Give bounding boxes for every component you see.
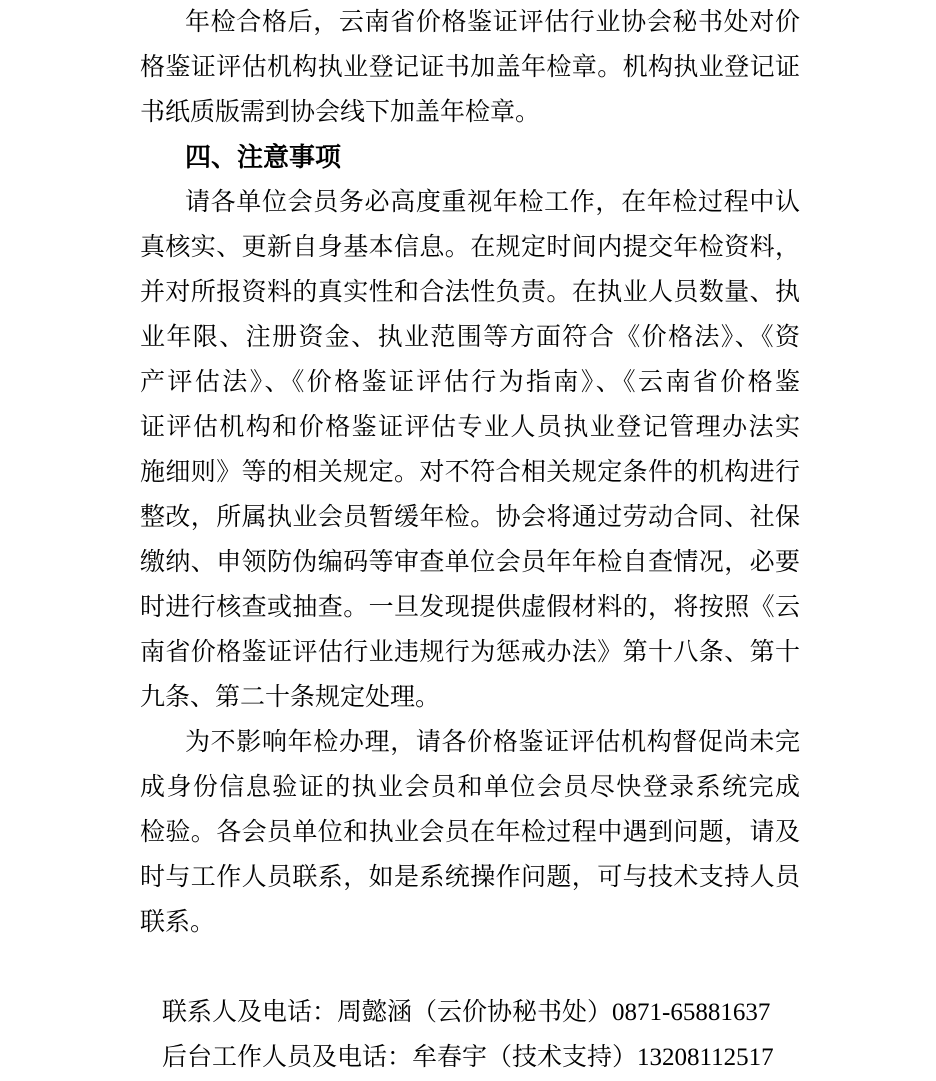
para-attention-requirements bbox=[140, 180, 800, 720]
contact-info-block bbox=[162, 990, 800, 1080]
text-line: 南省价格鉴证评估行业违规行为惩戒办法》第十八条、第十 bbox=[140, 639, 800, 666]
text-line: 为不影响年检办理，请各价格鉴证评估机构督促尚未完 bbox=[185, 729, 800, 756]
text-line: 成身份信息验证的执业会员和单位会员尽快登录系统完成 bbox=[140, 774, 800, 801]
text-line: 业年限、注册资金、执业范围等方面符合《价格法》、《资 bbox=[140, 324, 800, 351]
section-heading-text: 四、注意事项 bbox=[185, 142, 342, 172]
text-line: 并对所报资料的真实性和合法性负责。在执业人员数量、执 bbox=[140, 279, 800, 306]
text-line: 施细则》等的相关规定。对不符合相关规定条件的机构进行 bbox=[140, 459, 800, 486]
contact-line: 后台工作人员及电话：牟春宇（技术支持）13208112517 bbox=[162, 1044, 774, 1071]
document-body bbox=[140, 0, 800, 1080]
text-line: 请各单位会员务必高度重视年检工作，在年检过程中认 bbox=[185, 189, 800, 216]
text-line: 联系。 bbox=[140, 909, 216, 936]
text-line: 检验。各会员单位和执业会员在年检过程中遇到问题，请及 bbox=[140, 819, 800, 846]
text-line: 整改，所属执业会员暂缓年检。协会将通过劳动合同、社保 bbox=[140, 504, 800, 531]
text-line: 格鉴证评估机构执业登记证书加盖年检章。机构执业登记证 bbox=[140, 54, 800, 81]
text-line: 年检合格后，云南省价格鉴证评估行业协会秘书处对价 bbox=[185, 9, 800, 36]
text-line: 书纸质版需到协会线下加盖年检章。 bbox=[140, 99, 541, 126]
text-line: 九条、第二十条规定处理。 bbox=[140, 684, 441, 711]
para-stamp-procedure bbox=[140, 0, 800, 135]
section-heading-notes bbox=[140, 135, 800, 180]
text-line: 产评估法》、《价格鉴证评估行为指南》、《云南省价格鉴 bbox=[140, 369, 800, 396]
text-line: 时进行核查或抽查。一旦发现提供虚假材料的，将按照《云 bbox=[140, 594, 800, 621]
contact-line: 联系人及电话：周懿涵（云价协秘书处）0871-65881637 bbox=[162, 999, 771, 1026]
text-line: 真核实、更新自身基本信息。在规定时间内提交年检资料， bbox=[140, 234, 800, 261]
para-verification-reminder bbox=[140, 720, 800, 945]
text-line: 时与工作人员联系，如是系统操作问题，可与技术支持人员 bbox=[140, 864, 800, 891]
text-line: 缴纳、申领防伪编码等审查单位会员年年检自查情况，必要 bbox=[140, 549, 800, 576]
text-line: 证评估机构和价格鉴证评估专业人员执业登记管理办法实 bbox=[140, 414, 800, 441]
